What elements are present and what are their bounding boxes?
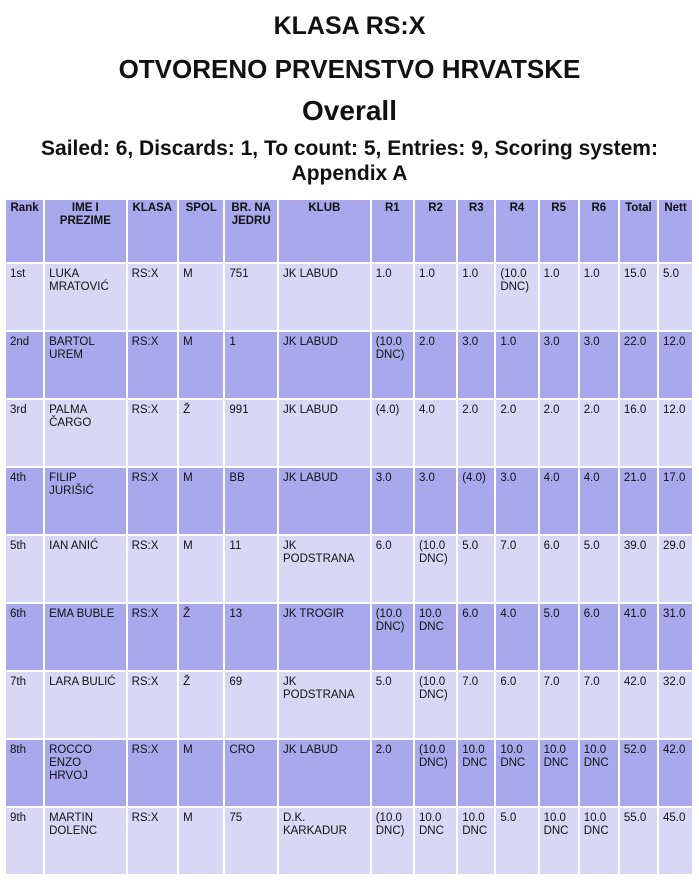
cell-class: RS:X	[128, 400, 178, 466]
cell-gender: M	[179, 264, 223, 330]
cell-sail-number: BB	[225, 468, 277, 534]
table-row	[6, 332, 692, 398]
cell-r3: 3.0	[458, 332, 494, 398]
cell-gender: Ž	[179, 604, 223, 670]
cell-rank: 4th	[6, 468, 43, 534]
col-header-rank: Rank	[6, 200, 43, 262]
cell-r2: (10.0 DNC)	[415, 536, 456, 602]
cell-gender: M	[179, 536, 223, 602]
cell-r3: 2.0	[458, 400, 494, 466]
cell-r2: 1.0	[415, 264, 456, 330]
series-summary: Sailed: 6, Discards: 1, To count: 5, Entries: 9, Scoring system: Appendix A	[41, 137, 658, 185]
col-header-r4: R4	[496, 200, 537, 262]
cell-class: RS:X	[128, 332, 178, 398]
cell-sail-number: 13	[225, 604, 277, 670]
col-header-r3: R3	[458, 200, 494, 262]
cell-r3: 10.0 DNC	[458, 808, 494, 874]
class-title: KLASA RS:X	[273, 12, 426, 40]
page-header	[0, 0, 699, 186]
cell-r3: 6.0	[458, 604, 494, 670]
cell-nett: 45.0	[659, 808, 692, 874]
event-title: OTVORENO PRVENSTVO HRVATSKE	[118, 54, 581, 84]
cell-gender: Ž	[179, 672, 223, 738]
cell-r3: (4.0)	[458, 468, 494, 534]
cell-nett: 42.0	[659, 740, 692, 806]
cell-r4: 7.0	[496, 536, 537, 602]
cell-r1: 1.0	[372, 264, 413, 330]
col-header-r2: R2	[415, 200, 456, 262]
cell-r1: 3.0	[372, 468, 413, 534]
cell-class: RS:X	[128, 808, 178, 874]
cell-r6: 3.0	[580, 332, 618, 398]
results-table	[4, 198, 694, 876]
cell-r2: 10.0 DNC	[415, 604, 456, 670]
cell-r1: (4.0)	[372, 400, 413, 466]
table-row	[6, 672, 692, 738]
cell-name: FILIP JURIŠIĆ	[45, 468, 125, 534]
cell-name: IAN ANIĆ	[45, 536, 125, 602]
cell-r3: 10.0 DNC	[458, 740, 494, 806]
cell-club: JK TROGIR	[279, 604, 370, 670]
col-header-r1: R1	[372, 200, 413, 262]
cell-rank: 6th	[6, 604, 43, 670]
cell-r3: 7.0	[458, 672, 494, 738]
cell-r3: 1.0	[458, 264, 494, 330]
cell-r5: 6.0	[540, 536, 578, 602]
cell-r4: 5.0	[496, 808, 537, 874]
cell-r2: (10.0 DNC)	[415, 672, 456, 738]
cell-class: RS:X	[128, 672, 178, 738]
cell-total: 16.0	[620, 400, 657, 466]
cell-sail-number: 75	[225, 808, 277, 874]
cell-total: 41.0	[620, 604, 657, 670]
cell-r4: 1.0	[496, 332, 537, 398]
cell-r2: (10.0 DNC)	[415, 740, 456, 806]
cell-r5: 7.0	[540, 672, 578, 738]
cell-rank: 8th	[6, 740, 43, 806]
cell-r5: 5.0	[540, 604, 578, 670]
table-row	[6, 536, 692, 602]
cell-sail-number: 751	[225, 264, 277, 330]
overall-title: Overall	[302, 95, 397, 126]
table-row	[6, 468, 692, 534]
cell-nett: 12.0	[659, 400, 692, 466]
col-header-gender: SPOL	[179, 200, 223, 262]
cell-club: JK LABUD	[279, 740, 370, 806]
cell-nett: 29.0	[659, 536, 692, 602]
cell-name: ROCCO ENZO HRVOJ	[45, 740, 125, 806]
cell-total: 39.0	[620, 536, 657, 602]
cell-r6: 7.0	[580, 672, 618, 738]
cell-r1: (10.0 DNC)	[372, 604, 413, 670]
cell-gender: M	[179, 740, 223, 806]
col-header-class: KLASA	[128, 200, 178, 262]
cell-class: RS:X	[128, 604, 178, 670]
header-row	[6, 200, 692, 262]
cell-r6: 4.0	[580, 468, 618, 534]
cell-rank: 5th	[6, 536, 43, 602]
cell-gender: M	[179, 468, 223, 534]
table-row	[6, 400, 692, 466]
cell-r5: 10.0 DNC	[540, 808, 578, 874]
cell-name: BARTOL UREM	[45, 332, 125, 398]
cell-r5: 1.0	[540, 264, 578, 330]
table-row	[6, 808, 692, 874]
cell-class: RS:X	[128, 264, 178, 330]
cell-r5: 2.0	[540, 400, 578, 466]
table-row	[6, 604, 692, 670]
cell-total: 15.0	[620, 264, 657, 330]
cell-total: 21.0	[620, 468, 657, 534]
cell-class: RS:X	[128, 536, 178, 602]
cell-sail-number: 69	[225, 672, 277, 738]
cell-club: JK LABUD	[279, 468, 370, 534]
cell-r4: 10.0 DNC	[496, 740, 537, 806]
col-header-sail-number: BR. NA JEDRU	[225, 200, 277, 262]
cell-rank: 7th	[6, 672, 43, 738]
col-header-total: Total	[620, 200, 657, 262]
cell-r4: 3.0	[496, 468, 537, 534]
cell-club: D.K. KARKADUR	[279, 808, 370, 874]
cell-club: JK LABUD	[279, 332, 370, 398]
cell-total: 42.0	[620, 672, 657, 738]
table-row	[6, 264, 692, 330]
cell-name: MARTIN DOLENC	[45, 808, 125, 874]
cell-r6: 10.0 DNC	[580, 740, 618, 806]
cell-nett: 12.0	[659, 332, 692, 398]
col-header-r5: R5	[540, 200, 578, 262]
cell-r5: 10.0 DNC	[540, 740, 578, 806]
cell-r6: 2.0	[580, 400, 618, 466]
cell-class: RS:X	[128, 740, 178, 806]
cell-gender: M	[179, 332, 223, 398]
cell-rank: 9th	[6, 808, 43, 874]
col-header-r6: R6	[580, 200, 618, 262]
cell-name: EMA BUBLE	[45, 604, 125, 670]
cell-nett: 32.0	[659, 672, 692, 738]
cell-r2: 3.0	[415, 468, 456, 534]
cell-nett: 5.0	[659, 264, 692, 330]
col-header-club: KLUB	[279, 200, 370, 262]
cell-total: 52.0	[620, 740, 657, 806]
table-row	[6, 740, 692, 806]
cell-total: 55.0	[620, 808, 657, 874]
cell-rank: 3rd	[6, 400, 43, 466]
cell-sail-number: 1	[225, 332, 277, 398]
cell-r1: 2.0	[372, 740, 413, 806]
cell-r2: 4.0	[415, 400, 456, 466]
cell-r6: 10.0 DNC	[580, 808, 618, 874]
cell-r3: 5.0	[458, 536, 494, 602]
cell-r1: (10.0 DNC)	[372, 332, 413, 398]
col-header-name: IME I PREZIME	[45, 200, 125, 262]
cell-r5: 3.0	[540, 332, 578, 398]
cell-class: RS:X	[128, 468, 178, 534]
cell-rank: 1st	[6, 264, 43, 330]
col-header-nett: Nett	[659, 200, 692, 262]
cell-gender: Ž	[179, 400, 223, 466]
cell-gender: M	[179, 808, 223, 874]
cell-r4: (10.0 DNC)	[496, 264, 537, 330]
cell-name: LUKA MRATOVIĆ	[45, 264, 125, 330]
cell-r6: 1.0	[580, 264, 618, 330]
cell-name: LARA BULIĆ	[45, 672, 125, 738]
cell-total: 22.0	[620, 332, 657, 398]
cell-club: JK LABUD	[279, 264, 370, 330]
cell-r6: 5.0	[580, 536, 618, 602]
cell-r4: 6.0	[496, 672, 537, 738]
cell-nett: 17.0	[659, 468, 692, 534]
cell-sail-number: 11	[225, 536, 277, 602]
cell-r4: 4.0	[496, 604, 537, 670]
cell-name: PALMA ČARGO	[45, 400, 125, 466]
cell-sail-number: 991	[225, 400, 277, 466]
cell-nett: 31.0	[659, 604, 692, 670]
cell-r1: 6.0	[372, 536, 413, 602]
cell-r1: (10.0 DNC)	[372, 808, 413, 874]
cell-club: JK PODSTRANA	[279, 672, 370, 738]
cell-r5: 4.0	[540, 468, 578, 534]
cell-r1: 5.0	[372, 672, 413, 738]
cell-club: JK LABUD	[279, 400, 370, 466]
cell-r2: 10.0 DNC	[415, 808, 456, 874]
cell-sail-number: CRO	[225, 740, 277, 806]
cell-club: JK PODSTRANA	[279, 536, 370, 602]
cell-r6: 6.0	[580, 604, 618, 670]
cell-r4: 2.0	[496, 400, 537, 466]
cell-r2: 2.0	[415, 332, 456, 398]
cell-rank: 2nd	[6, 332, 43, 398]
